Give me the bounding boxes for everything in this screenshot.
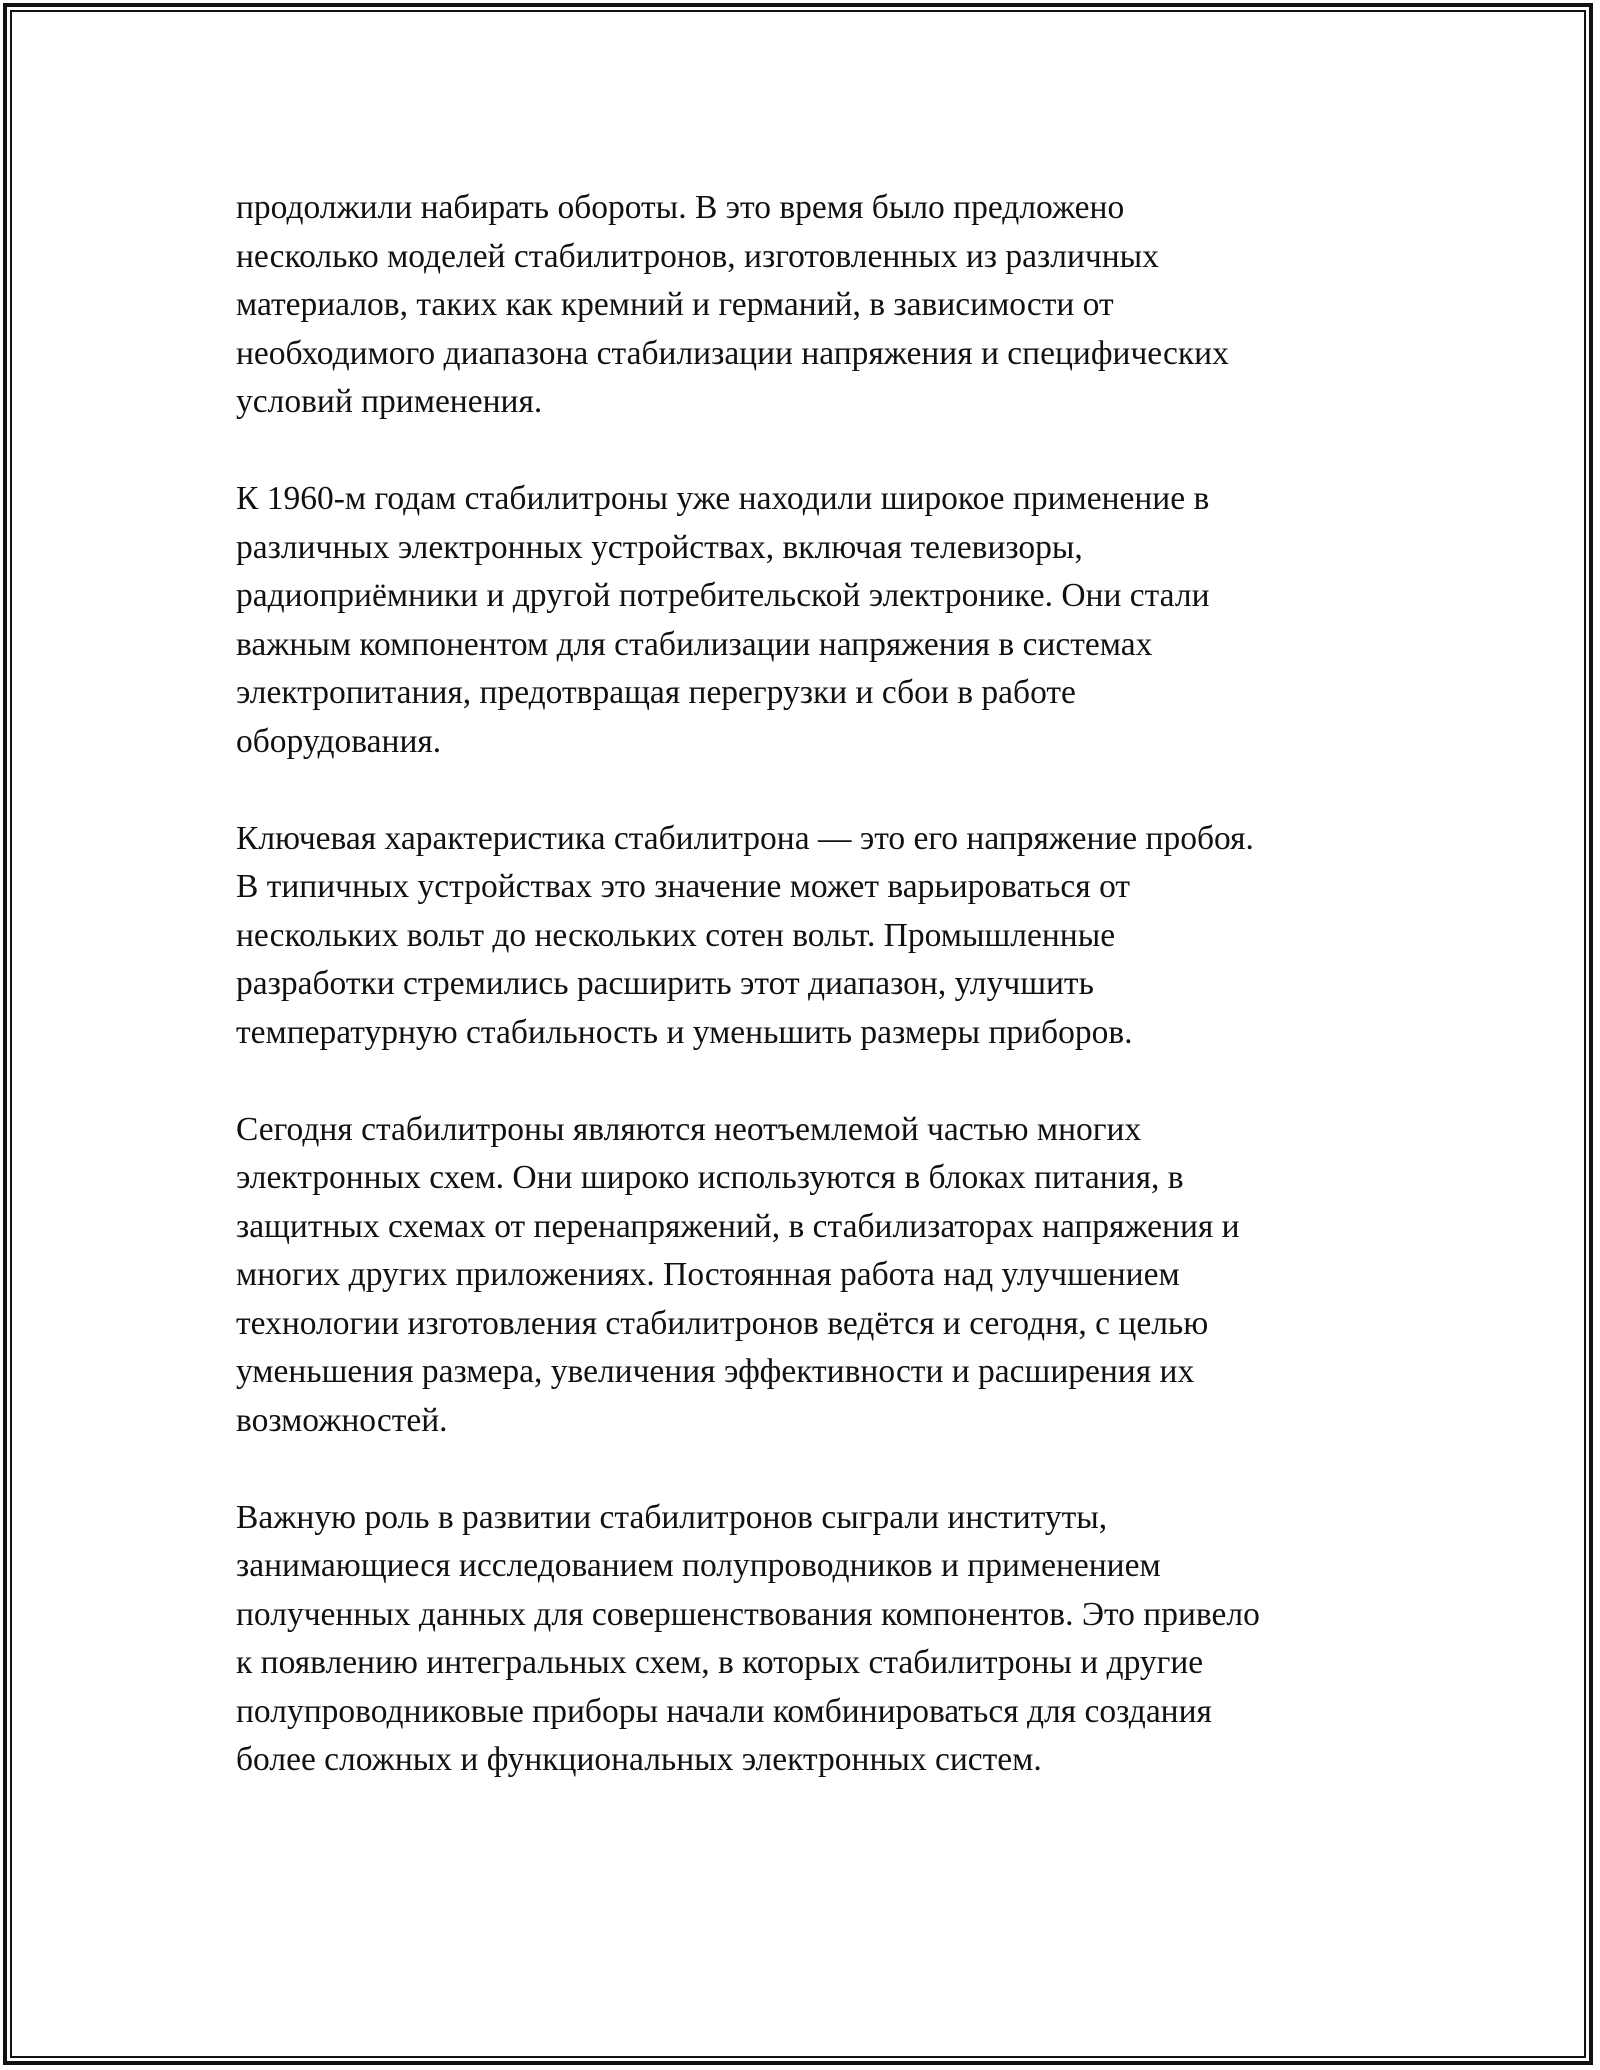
text-line: более сложных и функциональных электронных систем. <box>236 1741 1042 1778</box>
text-line: электропитания, предотвращая перегрузки и сбои в работе <box>236 674 1076 711</box>
text-line: разработки стремились расширить этот диапазон, улучшить <box>236 965 1094 1002</box>
text-line: температурную стабильность и уменьшить размеры приборов. <box>236 1013 1133 1051</box>
text-line: полупроводниковые приборы начали комбинироваться для создания <box>236 1692 1212 1730</box>
text-line: многих других приложениях. Постоянная работа над улучшением <box>236 1256 1180 1293</box>
text-line: несколько моделей стабилитронов, изготовленных из различных <box>236 237 1159 275</box>
text-line: В типичных устройствах это значение может варьироваться от <box>236 868 1131 905</box>
text-line: возможностей. <box>236 1401 448 1439</box>
text-line: нескольких вольт до нескольких сотен вольт. Промышленные <box>236 916 1116 954</box>
text-line: полученных данных для совершенствования компонентов. Это привело <box>236 1595 1260 1633</box>
paragraph-1 <box>236 184 1386 427</box>
text-line: защитных схемах от перенапряжений, в стабилизаторах напряжения и <box>236 1207 1240 1245</box>
paragraph-4 <box>236 1106 1386 1446</box>
paragraph-3 <box>236 815 1386 1058</box>
text-line: условий применения. <box>236 383 543 420</box>
text-line: электронных схем. Они широко используются в блоках питания, в <box>236 1159 1184 1196</box>
text-line: Важную роль в развитии стабилитронов сыграли институты, <box>236 1498 1108 1536</box>
text-line: занимающиеся исследованием полупроводников и применением <box>236 1547 1161 1584</box>
paragraph-2 <box>236 475 1386 766</box>
text-line: Ключевая характеристика стабилитрона — это его напряжение пробоя. <box>236 819 1254 857</box>
text-line: необходимого диапазона стабилизации напряжения и специфических <box>236 334 1229 372</box>
text-line: оборудования. <box>236 722 442 760</box>
text-line: различных электронных устройствах, включая телевизоры, <box>236 528 1083 566</box>
text-line: материалов, таких как кремний и германий, в зависимости от <box>236 286 1114 323</box>
text-line: Сегодня стабилитроны являются неотъемлемой частью многих <box>236 1110 1142 1148</box>
text-line: К 1960-м годам стабилитроны уже находили широкое применение в <box>236 480 1210 517</box>
text-line: технологии изготовления стабилитронов ведётся и сегодня, с целью <box>236 1304 1209 1342</box>
text-line: к появлению интегральных схем, в которых стабилитроны и другие <box>236 1644 1204 1681</box>
text-line: продолжили набирать обороты. В это время было предложено <box>236 189 1125 226</box>
paragraph-5 <box>236 1494 1386 1785</box>
document-body <box>236 184 1386 1833</box>
text-line: уменьшения размера, увеличения эффективности и расширения их <box>236 1353 1195 1390</box>
text-line: радиоприёмники и другой потребительской электронике. Они стали <box>236 577 1210 614</box>
text-line: важным компонентом для стабилизации напряжения в системах <box>236 625 1153 663</box>
